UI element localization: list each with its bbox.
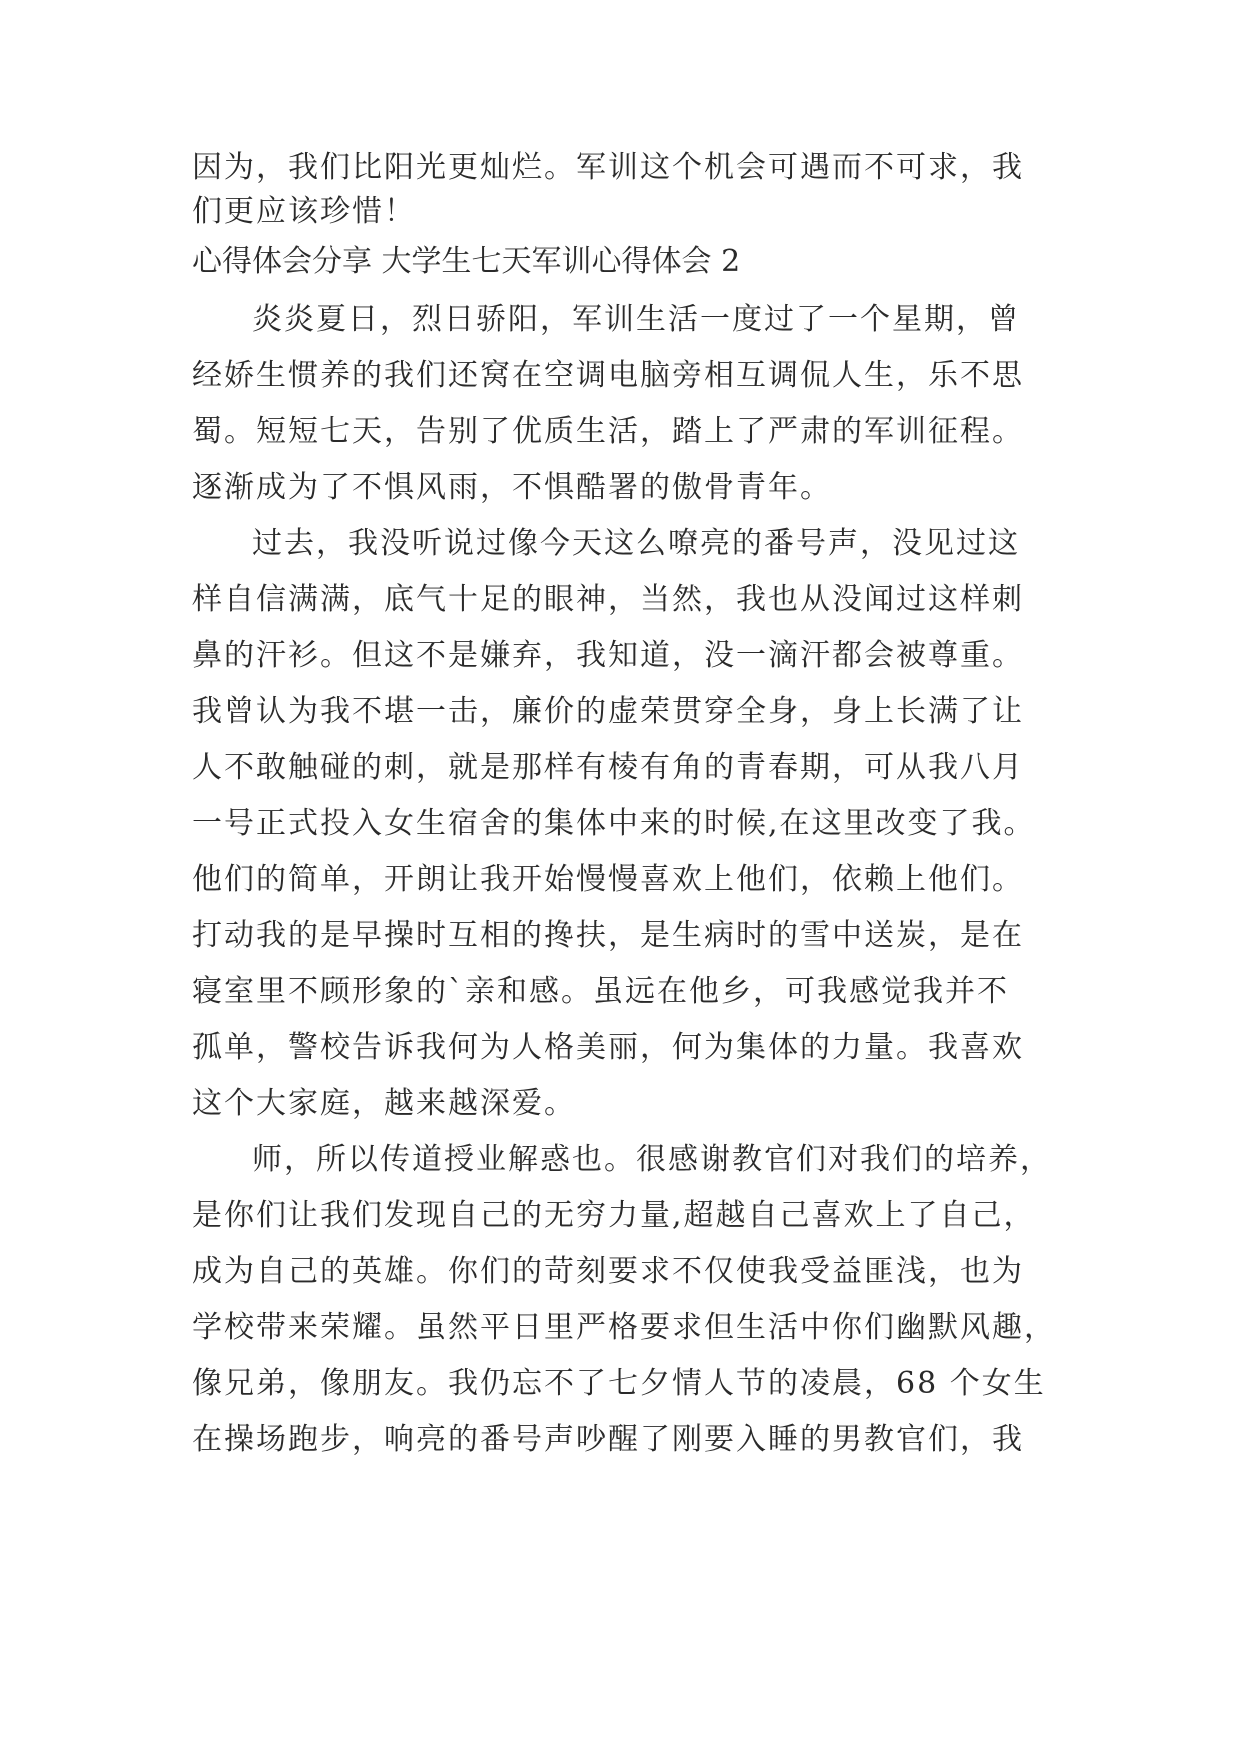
paragraph-line: 炎炎夏日，烈日骄阳，军训生活一度过了一个星期，曾 xyxy=(252,302,1020,337)
paragraph-line: 学校带来荣耀。虽然平日里严格要求但生活中你们幽默风趣， xyxy=(192,1310,1056,1345)
paragraph-line: 我曾认为我不堪一击，廉价的虚荣贯穿全身，身上长满了让 xyxy=(192,694,1024,729)
paragraph-line: 寝室里不顾形象的`亲和感。虽远在他乡，可我感觉我并不 xyxy=(192,974,1009,1009)
paragraph-line: 人不敢触碰的刺，就是那样有棱有角的青春期，可从我八月 xyxy=(192,750,1024,785)
paragraph-line: 他们的简单，开朗让我开始慢慢喜欢上他们，依赖上他们。 xyxy=(192,862,1024,897)
section-heading: 心得体会分享 大学生七天军训心得体会 2 xyxy=(192,244,741,279)
paragraph-line: 打动我的是早操时互相的搀扶，是生病时的雪中送炭，是在 xyxy=(192,918,1024,953)
paragraph-line: 是你们让我们发现自己的无穷力量,超越自己喜欢上了自己， xyxy=(192,1198,1036,1233)
paragraph-line: 像兄弟，像朋友。我仍忘不了七夕情人节的凌晨，68 个女生 xyxy=(192,1366,1046,1401)
paragraph-line: 们更应该珍惜！ xyxy=(192,194,416,229)
paragraph-line: 蜀。短短七天，告别了优质生活，踏上了严肃的军训征程。 xyxy=(192,414,1024,449)
paragraph-line: 在操场跑步，响亮的番号声吵醒了刚要入睡的男教官们，我 xyxy=(192,1422,1024,1457)
paragraph-line: 过去，我没听说过像今天这么嘹亮的番号声，没见过这 xyxy=(252,526,1020,561)
paragraph-line: 经娇生惯养的我们还窝在空调电脑旁相互调侃人生，乐不思 xyxy=(192,358,1024,393)
paragraph-line: 一号正式投入女生宿舍的集体中来的时候,在这里改变了我。 xyxy=(192,806,1036,841)
paragraph-line: 因为，我们比阳光更灿烂。军训这个机会可遇而不可求，我 xyxy=(192,150,1024,185)
paragraph-line: 孤单，警校告诉我何为人格美丽，何为集体的力量。我喜欢 xyxy=(192,1030,1024,1065)
paragraph-line: 师，所以传道授业解惑也。很感谢教官们对我们的培养， xyxy=(252,1142,1052,1177)
paragraph-line: 样自信满满，底气十足的眼神，当然，我也从没闻过这样刺 xyxy=(192,582,1024,617)
paragraph-line: 逐渐成为了不惧风雨，不惧酷署的傲骨青年。 xyxy=(192,470,832,505)
paragraph-line: 鼻的汗衫。但这不是嫌弃，我知道，没一滴汗都会被尊重。 xyxy=(192,638,1024,673)
paragraph-line: 成为自己的英雄。你们的苛刻要求不仅使我受益匪浅，也为 xyxy=(192,1254,1024,1289)
paragraph-line: 这个大家庭，越来越深爱。 xyxy=(192,1086,576,1121)
